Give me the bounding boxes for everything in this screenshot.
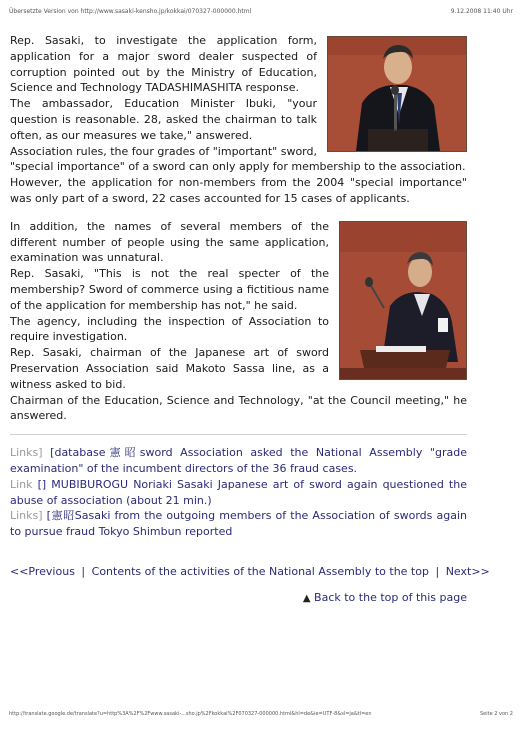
related-link-3[interactable] [10,508,467,540]
photo-minister-illustration [328,37,466,151]
link-tag: Links] [10,446,43,460]
article-content [10,33,490,607]
print-header-date: 9.12.2008 11:40 Uhr [450,8,513,15]
related-link-2[interactable] [10,477,467,509]
section-1-paragraph-1: Rep. Sasaki, to investigate the application form, application for a major sword dealer suspected of corruption pointed out by the Ministry of Education, Science and Technology TADASHIMASHITA response. [10,34,317,95]
section-2-paragraph-5: Chairman of the Education, Science and Technology, "at the Council meeting," he answered. [10,393,467,423]
previous-link[interactable]: <<Previous [10,564,75,578]
print-footer [9,711,513,717]
section-2-paragraph-2: Rep. Sasaki, "This is not the real specter of the membership? Sword of commerce using a fictitious name of the application for membership has not," he said. [10,267,329,312]
section-2 [10,219,467,424]
page-navigation [10,564,490,580]
nav-separator: | [435,564,440,578]
next-link[interactable]: Next>> [445,564,490,578]
photo-sasaki-illustration [340,222,466,379]
section-1-paragraph-3: Association rules, the four grades of "important" sword, "special importance" of a sword can only apply for membership to the association. [10,144,466,174]
print-header [9,8,513,15]
back-to-top-link[interactable]: Back to the top of this page [314,590,467,604]
section-gap [10,207,467,219]
back-to-top[interactable] [10,590,467,607]
section-2-paragraph-4: Rep. Sasaki, chairman of the Japanese art of sword Preservation Association said Makoto Sassa line, as a witness asked to bid. [10,346,329,391]
contents-link[interactable]: Contents of the activities of the National Assembly to the top [91,564,429,578]
link-tag: Links] [10,509,43,523]
related-link-1-text[interactable]: [database憲昭sword Association asked the National Assembly "grade examination" of the incumbent directors of the 36 fraud cases. [10,446,467,475]
link-tag: Link [10,477,33,491]
section-1-paragraph-2: The ambassador, Education Minister Ibuki, "your question is reasonable. 28, asked the chairman to talk often, as our measures we take," answered. [10,97,317,142]
related-link-3-text[interactable]: [憲昭Sasaki from the outgoing members of the Association of swords again to pursue fraud Tokyo Shimbun reported [10,509,467,539]
related-link-1[interactable] [10,445,467,477]
up-triangle-icon: ▲ [302,592,311,604]
content-divider [10,434,467,435]
photo-minister-speaking [327,36,467,152]
section-2-paragraph-1: In addition, the names of several members of the different number of people using the same application, examination was unnatural. [10,219,329,265]
print-header-source: Übersetzte Version von http://www.sasaki-kensho.jp/kokkai/070327-000000.html [9,8,252,15]
photo-sasaki-at-podium [339,221,467,380]
related-links [10,445,467,540]
section-1-paragraph-4: However, the application for non-members from the 2004 "special importance" was only part of a sword, 22 cases accounted for 15 cases of applicants. [10,176,467,205]
print-footer-page-number: Seite 2 von 2 [480,711,513,717]
print-footer-url: http://translate.google.de/translate?u=http%3A%2F%2Fwww.sasaki-...sho.jp%2Fkokkai%2F070327-000000.html&hl=de&ie=UTF-8&sl=ja&tl=en [9,711,372,717]
section-2-paragraph-3: The agency, including the inspection of Association to require investigation. [10,314,329,344]
related-link-2-text[interactable]: [] MUBIBUROGU Noriaki Sasaki Japanese art of sword again questioned the abuse of association (about 21 min.) [10,477,467,507]
section-1 [10,33,467,207]
nav-separator: | [81,564,86,578]
